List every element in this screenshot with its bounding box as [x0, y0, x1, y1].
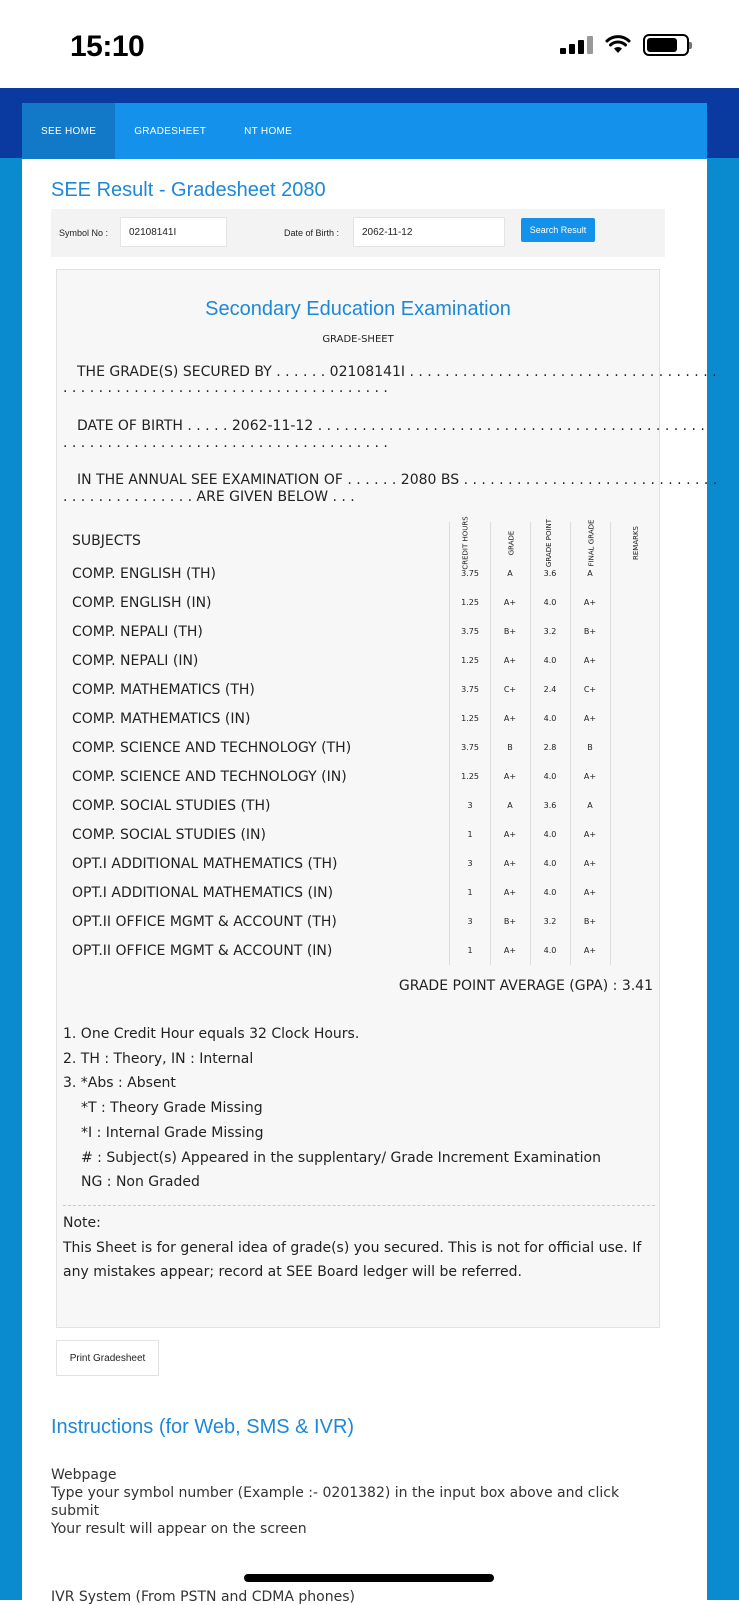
note-text: This Sheet is for general idea of grade(s) you secured. This is not for official use. If any mistakes appear; record at SEE Board ledger will be referred. [63, 1239, 642, 1280]
grade-point-cell: 3.6 [543, 569, 557, 578]
table-row [57, 821, 661, 850]
credit-hours-cell: 3 [467, 859, 473, 868]
credit-hours-cell: 3.75 [461, 627, 479, 636]
credit-hours-cell: 1.25 [461, 598, 479, 607]
dob-input[interactable]: 2062-11-12 [353, 217, 505, 247]
nav-see-home[interactable]: SEE HOME [22, 103, 115, 159]
grade-header: GRADE [507, 530, 516, 555]
note-item: 2. TH : Theory, IN : Internal [63, 1050, 254, 1067]
grade-cell: A+ [503, 598, 517, 607]
grade-cell: C+ [503, 685, 517, 694]
grade-cell: A+ [503, 888, 517, 897]
table-row [57, 705, 661, 734]
final-grade-cell: A+ [583, 830, 597, 839]
notes-list [63, 1022, 601, 1195]
home-indicator[interactable] [244, 1574, 494, 1582]
symbol-label: Symbol No : [59, 228, 109, 238]
subject-name: OPT.II OFFICE MGMT & ACCOUNT (IN) [72, 943, 333, 959]
note-item: # : Subject(s) Appeared in the supplentary/ Grade Increment Examination [81, 1149, 601, 1166]
subject-name: COMP. ENGLISH (TH) [72, 566, 216, 582]
final-grade-cell: B [587, 743, 593, 752]
grade-cell: A+ [503, 830, 517, 839]
grade-point-cell: 3.2 [543, 627, 557, 636]
subject-name: COMP. SOCIAL STUDIES (TH) [72, 798, 271, 814]
grade-point-header: GRADE POINT [545, 518, 554, 567]
grade-point-cell: 4.0 [543, 772, 557, 781]
search-form [51, 209, 665, 257]
webpage-result-note: Your result will appear on the screen [51, 1521, 307, 1537]
exam-line: IN THE ANNUAL SEE EXAMINATION OF . . . . . . 2080 BS . . . . . . . . . . . . . . . . . . . . . . . . . . . . . [77, 472, 718, 488]
subject-name: COMP. SCIENCE AND TECHNOLOGY (TH) [72, 740, 352, 756]
divider [63, 1205, 655, 1206]
table-row [57, 937, 661, 966]
table-row [57, 647, 661, 676]
exam-title: Secondary Education Examination [205, 298, 511, 320]
top-navbar [22, 103, 707, 159]
table-row [57, 850, 661, 879]
table-row [57, 734, 661, 763]
table-row [57, 879, 661, 908]
webpage-heading: Webpage [51, 1467, 117, 1483]
grade-cell: A [507, 569, 513, 578]
secured-by-label: THE GRADE(S) SECURED BY [77, 364, 272, 380]
grade-point-cell: 2.4 [543, 685, 557, 694]
grade-cell: A+ [503, 946, 517, 955]
grade-cell: B [507, 743, 513, 752]
table-row [57, 618, 661, 647]
credit-hours-cell: 1 [467, 946, 473, 955]
search-result-button[interactable]: Search Result [521, 218, 595, 242]
credit-hours-cell: 1.25 [461, 656, 479, 665]
grade-point-cell: 4.0 [543, 946, 557, 955]
instructions-webpage [51, 1466, 651, 1538]
credit-hours-cell: 1 [467, 888, 473, 897]
final-grade-cell: B+ [583, 627, 597, 636]
exam-line-cont: . . . . . . . . . . . . . . . ARE GIVEN BELOW . . . [63, 489, 355, 505]
final-grade-header: FINAL GRADE [587, 519, 596, 566]
subject-name: OPT.II OFFICE MGMT & ACCOUNT (TH) [72, 914, 337, 930]
credit-hours-cell: 3.75 [461, 685, 479, 694]
table-row [57, 560, 661, 589]
grade-point-cell: 4.0 [543, 714, 557, 723]
credit-hours-header: CREDIT HOURS [462, 515, 470, 570]
table-row [57, 676, 661, 705]
grade-sheet [56, 269, 718, 1328]
grade-point-cell: 4.0 [543, 830, 557, 839]
exam-line-value: 2080 BS [400, 472, 460, 488]
final-grade-cell: A+ [583, 946, 597, 955]
disclaimer [63, 1211, 653, 1285]
subject-name: COMP. MATHEMATICS (TH) [72, 682, 255, 698]
page-title: SEE Result - Gradesheet 2080 [51, 179, 326, 201]
dot-fill: . . . . . . . . . . . . . . . . . . . . . . . . . . . . . . . . . . . . . [63, 380, 388, 396]
grade-cell: A+ [503, 772, 517, 781]
final-grade-cell: A [587, 569, 593, 578]
subject-name: COMP. NEPALI (TH) [72, 624, 203, 640]
webpage-step: Type your symbol number (Example :- 0201382) in the input box above and click submit [51, 1485, 620, 1519]
table-row [57, 908, 661, 937]
note-item: NG : Non Graded [81, 1174, 200, 1191]
grade-point-cell: 4.0 [543, 598, 557, 607]
credit-hours-cell: 3 [467, 917, 473, 926]
dob-label: Date of Birth : [284, 228, 340, 238]
final-grade-cell: A+ [583, 859, 597, 868]
secured-by-value: 02108141I [329, 364, 406, 380]
table-row [57, 763, 661, 792]
credit-hours-cell: 1 [467, 830, 473, 839]
status-icons [560, 34, 689, 56]
final-grade-cell: A [587, 801, 593, 810]
grade-point-cell: 2.8 [543, 743, 557, 752]
grade-cell: A+ [503, 714, 517, 723]
symbol-input[interactable]: 02108141I [120, 217, 227, 247]
note-item: *T : Theory Grade Missing [81, 1100, 263, 1117]
final-grade-cell: B+ [583, 917, 597, 926]
print-gradesheet-button[interactable]: Print Gradesheet [56, 1340, 159, 1376]
gpa-line [399, 978, 653, 994]
nav-nt-home[interactable]: NT HOME [244, 125, 293, 137]
sheet-subtitle: GRADE-SHEET [322, 334, 394, 345]
grade-cell: B+ [503, 627, 517, 636]
remarks-header: REMARKS [632, 525, 641, 560]
subject-name: COMP. NEPALI (IN) [72, 653, 199, 669]
gpa-value: 3.41 [621, 978, 653, 994]
note-item: 3. *Abs : Absent [63, 1075, 176, 1092]
final-grade-cell: A+ [583, 656, 597, 665]
battery-icon [643, 34, 689, 56]
nav-gradesheet[interactable]: GRADESHEET [134, 125, 207, 137]
credit-hours-cell: 1.25 [461, 714, 479, 723]
subject-name: OPT.I ADDITIONAL MATHEMATICS (IN) [72, 885, 334, 901]
table-row [57, 792, 661, 821]
subject-name: COMP. MATHEMATICS (IN) [72, 711, 251, 727]
content-container [22, 103, 718, 1605]
table-row [57, 589, 661, 618]
grade-cell: A+ [503, 656, 517, 665]
credit-hours-cell: 3.75 [461, 743, 479, 752]
subject-name: COMP. SOCIAL STUDIES (IN) [72, 827, 266, 843]
ivr-heading: IVR System (From PSTN and CDMA phones) [51, 1589, 355, 1605]
subjects-header: SUBJECTS [72, 533, 141, 549]
exam-line-suffix: ARE GIVEN BELOW . . . [196, 489, 355, 505]
dob-line-value: 2062-11-12 [231, 418, 314, 434]
subject-name: OPT.I ADDITIONAL MATHEMATICS (TH) [72, 856, 338, 872]
credit-hours-cell: 3 [467, 801, 473, 810]
grade-point-cell: 4.0 [543, 888, 557, 897]
instructions-title: Instructions (for Web, SMS & IVR) [51, 1416, 355, 1438]
subject-name: COMP. SCIENCE AND TECHNOLOGY (IN) [72, 769, 347, 785]
gpa-label: GRADE POINT AVERAGE (GPA) : [398, 978, 618, 994]
dob-line-label: DATE OF BIRTH [77, 418, 183, 434]
status-time: 15:10 [70, 30, 145, 63]
grade-point-cell: 4.0 [543, 859, 557, 868]
grade-cell: B+ [503, 917, 517, 926]
final-grade-cell: A+ [583, 888, 597, 897]
grade-cell: A+ [503, 859, 517, 868]
final-grade-cell: A+ [583, 598, 597, 607]
secured-by-line: THE GRADE(S) SECURED BY . . . . . . 02108141I . . . . . . . . . . . . . . . . . . . . . . . . . . . . . . . . . . . [77, 364, 717, 380]
grade-cell: A [507, 801, 513, 810]
final-grade-cell: A+ [583, 772, 597, 781]
cellular-signal-icon [560, 36, 593, 54]
dob-line: DATE OF BIRTH . . . . . 2062-11-12 . . . . . . . . . . . . . . . . . . . . . . . . . . . . . . . . . . . . . . . . . . . . [77, 418, 705, 434]
grade-point-cell: 4.0 [543, 656, 557, 665]
note-title: Note: [63, 1215, 101, 1231]
exam-line-label: IN THE ANNUAL SEE EXAMINATION OF [77, 472, 343, 488]
final-grade-cell: A+ [583, 714, 597, 723]
credit-hours-cell: 1.25 [461, 772, 479, 781]
wifi-icon [605, 35, 631, 55]
status-bar [0, 0, 739, 88]
dot-fill: . . . . . . . . . . . . . . . . . . . . . . . . . . . . . . . . . . . . . [63, 435, 388, 451]
grade-point-cell: 3.6 [543, 801, 557, 810]
note-item: 1. One Credit Hour equals 32 Clock Hours. [63, 1026, 360, 1042]
credit-hours-cell: 3.75 [461, 569, 479, 578]
note-item: *I : Internal Grade Missing [81, 1124, 264, 1141]
subject-name: COMP. ENGLISH (IN) [72, 595, 212, 611]
grade-point-cell: 3.2 [543, 917, 557, 926]
final-grade-cell: C+ [583, 685, 597, 694]
